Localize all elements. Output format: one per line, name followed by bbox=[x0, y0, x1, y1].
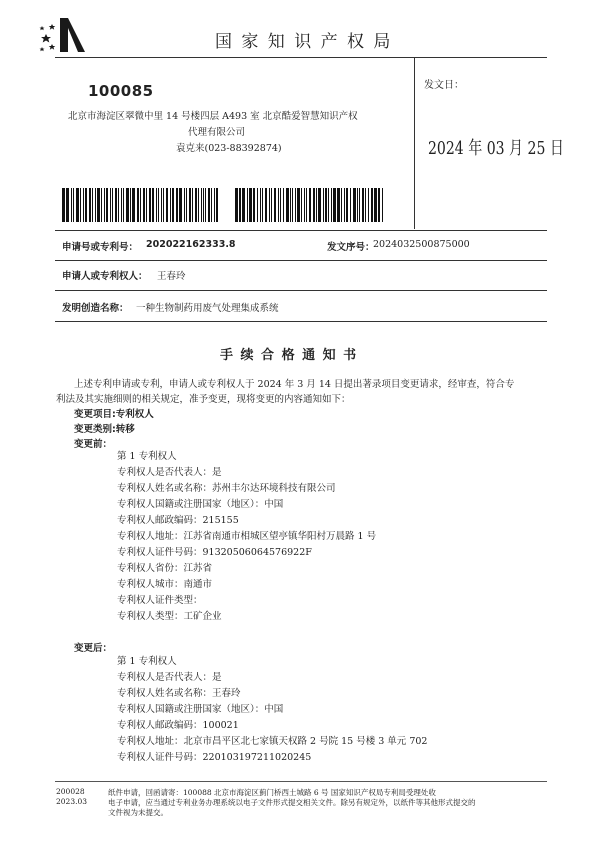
barcode-bar bbox=[309, 188, 312, 222]
barcode-bar bbox=[92, 188, 93, 222]
barcode-bar bbox=[80, 188, 81, 222]
barcode-bar bbox=[172, 188, 174, 222]
postcode: 100085 bbox=[88, 82, 154, 100]
after-line: 专利权人地址：北京市昌平区北七家镇天权路 2 号院 15 号楼 3 单元 702 bbox=[117, 736, 428, 747]
footer-line2: 电子申请，应当通过专利业务办理系统以电子文件形式提交相关文件。除另有规定外，以纸件等其他形式提交的 bbox=[108, 798, 476, 807]
before-line: 专利权人姓名或名称：苏州丰尔达环境科技有限公司 bbox=[117, 483, 336, 494]
barcode-bar bbox=[186, 188, 187, 222]
barcode-bar bbox=[176, 188, 178, 222]
info-rule-2 bbox=[55, 290, 547, 291]
barcode-bar bbox=[306, 188, 307, 222]
barcode-bar bbox=[83, 188, 84, 222]
barcode-bar bbox=[374, 188, 377, 222]
barcode-bar bbox=[295, 188, 296, 222]
serial-label: 发文序号： bbox=[327, 242, 375, 253]
app-no-label: 申请号或专利号： bbox=[62, 242, 139, 253]
barcode-bar bbox=[274, 188, 277, 222]
barcode-bar bbox=[189, 188, 191, 222]
barcode-bar bbox=[143, 188, 145, 222]
barcode-bar bbox=[121, 188, 122, 222]
after-line: 专利权人邮政编码：100021 bbox=[117, 720, 239, 731]
barcode-bar bbox=[262, 188, 263, 222]
recipient-address-line2: 代理有限公司 bbox=[188, 127, 246, 138]
barcode-bar bbox=[112, 188, 113, 222]
barcode-bar bbox=[249, 188, 252, 222]
recipient-address-line1: 北京市海淀区翠微中里 14 号楼四层 A493 室 北京酷爱智慧知识产权 bbox=[68, 111, 358, 122]
header-rule bbox=[55, 57, 547, 58]
barcode-bar bbox=[163, 188, 164, 222]
before-line: 专利权人证件号码：91320506064576922F bbox=[117, 547, 312, 558]
barcode-bar bbox=[166, 188, 169, 222]
barcode-bar bbox=[341, 188, 342, 222]
before-line: 第 1 专利权人 bbox=[117, 451, 177, 462]
barcode-bar bbox=[198, 188, 199, 222]
issue-date-value: 2024 年 03 月 25 日 bbox=[428, 138, 564, 159]
barcode-bar bbox=[214, 188, 215, 222]
barcode-bar bbox=[242, 188, 245, 222]
barcode-bar bbox=[371, 188, 373, 222]
invention-title-label: 发明创造名称： bbox=[62, 303, 129, 314]
barcode-bar bbox=[152, 188, 154, 222]
barcode-bar bbox=[126, 188, 129, 222]
barcode-bar bbox=[95, 188, 96, 222]
invention-title-value: 一种生物制药用废气处理集成系统 bbox=[136, 303, 279, 314]
barcode-bar bbox=[271, 188, 272, 222]
barcode-bar bbox=[205, 188, 206, 222]
barcode-bar bbox=[350, 188, 352, 222]
info-rule-1 bbox=[55, 260, 547, 261]
after-line: 专利权人国籍或注册国家（地区）：中国 bbox=[117, 704, 284, 715]
before-line: 专利权人证件类型： bbox=[117, 595, 203, 606]
barcode-left bbox=[62, 188, 220, 222]
barcode-bar bbox=[115, 188, 117, 222]
barcode-bar bbox=[359, 188, 360, 222]
barcode-bar bbox=[73, 188, 74, 222]
app-no-value: 202022162333.8 bbox=[146, 239, 236, 250]
date-column-divider bbox=[414, 57, 415, 229]
before-line: 专利权人邮政编码：215155 bbox=[117, 515, 239, 526]
barcode-bar bbox=[132, 188, 135, 222]
barcode-bar bbox=[382, 188, 384, 222]
before-label: 变更前： bbox=[74, 439, 113, 450]
barcode-bar bbox=[297, 188, 300, 222]
barcode-bar bbox=[118, 188, 119, 222]
info-rule-3 bbox=[55, 321, 547, 322]
barcode-bar bbox=[211, 188, 212, 222]
barcode-bar bbox=[71, 188, 72, 222]
applicant-label: 申请人或专利权人： bbox=[62, 271, 148, 282]
barcode-bar bbox=[85, 188, 87, 222]
barcode-bar bbox=[97, 188, 100, 222]
barcode-bar bbox=[192, 188, 193, 222]
before-line: 专利权人地址：江苏省南通市相城区望亭镇华阳村万晨路 1 号 bbox=[117, 531, 377, 542]
notice-paragraph-line1: 上述专利申请或专利，申请人或专利权人于 2024 年 3 月 14 日提出著录项目变更请求，经审查，符合专 bbox=[74, 379, 515, 390]
barcode-bar bbox=[104, 188, 105, 222]
recipient-contact: 袁克来(023-88392874) bbox=[176, 143, 282, 154]
barcode-bar bbox=[130, 188, 131, 222]
barcode-bar bbox=[201, 188, 202, 222]
barcode-bar bbox=[161, 188, 162, 222]
barcode-bar bbox=[362, 188, 364, 222]
barcode-bar bbox=[203, 188, 204, 222]
before-line: 专利权人国籍或注册国家（地区）：中国 bbox=[117, 499, 284, 510]
before-line: 专利权人是否代表人：是 bbox=[117, 467, 222, 478]
barcode-bar bbox=[337, 188, 340, 222]
barcode-bar bbox=[208, 188, 210, 222]
barcode-bar bbox=[318, 188, 321, 222]
barcode-bar bbox=[353, 188, 356, 222]
barcode-bar bbox=[328, 188, 329, 222]
notice-heading: 手 续 合 格 通 知 书 bbox=[220, 348, 358, 363]
barcode-bar bbox=[149, 188, 151, 222]
barcode-bar bbox=[146, 188, 147, 222]
after-line: 专利权人是否代表人：是 bbox=[117, 672, 222, 683]
barcode-bar bbox=[140, 188, 141, 222]
before-line: 专利权人城市：南通市 bbox=[117, 579, 213, 590]
barcode-bar bbox=[110, 188, 111, 222]
barcode-bar bbox=[235, 188, 238, 222]
barcode-bar bbox=[247, 188, 248, 222]
barcode-bar bbox=[158, 188, 159, 222]
cnipa-logo bbox=[38, 14, 88, 56]
change-item: 变更项目:专利权人 bbox=[74, 409, 154, 420]
barcode-bar bbox=[184, 188, 185, 222]
serial-value: 2024032500875000 bbox=[373, 239, 470, 250]
before-line: 专利权人省份：江苏省 bbox=[117, 563, 213, 574]
barcode-bar bbox=[239, 188, 241, 222]
change-category: 变更类别:转移 bbox=[74, 424, 135, 435]
barcode-bar bbox=[378, 188, 380, 222]
barcode-bar bbox=[283, 188, 285, 222]
applicant-value: 王春玲 bbox=[157, 271, 186, 282]
after-label: 变更后： bbox=[74, 643, 113, 654]
barcode-bar bbox=[278, 188, 279, 222]
form-version: 2023.03 bbox=[56, 797, 88, 806]
barcode-bar bbox=[368, 188, 370, 222]
barcode-bar bbox=[323, 188, 324, 222]
notice-paragraph-line2: 利法及其实施细则的相关规定，准予变更，现将变更的内容通知如下： bbox=[56, 394, 351, 405]
barcode-bar bbox=[123, 188, 124, 222]
barcode-bar bbox=[344, 188, 345, 222]
barcode-bar bbox=[316, 188, 317, 222]
barcode-bar bbox=[260, 188, 261, 222]
after-line: 专利权人证件号码：220103197211020245 bbox=[117, 752, 312, 763]
barcode-bar bbox=[76, 188, 79, 222]
barcode-bar bbox=[365, 188, 366, 222]
barcode-bar bbox=[357, 188, 358, 222]
barcode-bar bbox=[333, 188, 336, 222]
barcode-bar bbox=[89, 188, 91, 222]
barcode-bar bbox=[292, 188, 293, 222]
barcode-bar bbox=[195, 188, 197, 222]
barcode-bar bbox=[101, 188, 102, 222]
form-code: 200028 bbox=[56, 787, 85, 796]
barcode-bar bbox=[170, 188, 171, 222]
after-line: 专利权人姓名或名称：王春玲 bbox=[117, 688, 241, 699]
barcode-bar bbox=[346, 188, 348, 222]
barcode-bar bbox=[62, 188, 65, 222]
barcode-bar bbox=[265, 188, 268, 222]
barcode-bar bbox=[313, 188, 315, 222]
barcode-bar bbox=[106, 188, 108, 222]
barcode-bar bbox=[156, 188, 157, 222]
barcode-bar bbox=[257, 188, 259, 222]
barcode-bar bbox=[331, 188, 332, 222]
barcode-bar bbox=[304, 188, 305, 222]
barcode-bar bbox=[286, 188, 289, 222]
barcode-bar bbox=[269, 188, 270, 222]
after-line: 第 1 专利权人 bbox=[117, 656, 177, 667]
barcode-bar bbox=[216, 188, 218, 222]
barcode-bar bbox=[290, 188, 291, 222]
barcode-bar bbox=[137, 188, 139, 222]
barcode-bar bbox=[179, 188, 182, 222]
barcode-right bbox=[235, 188, 385, 222]
info-rule-top bbox=[55, 230, 547, 231]
office-name: 国 家 知 识 产 权 局 bbox=[215, 32, 393, 52]
before-line: 专利权人类型：工矿企业 bbox=[117, 611, 222, 622]
barcode-bar bbox=[280, 188, 281, 222]
barcode-bar bbox=[66, 188, 69, 222]
footer-line3: 文件视为未提交。 bbox=[108, 808, 168, 817]
footer-line1: 纸件申请，回函请寄：100088 北京市海淀区蓟门桥西土城路 6 号 国家知识产权局专利局受理处收 bbox=[108, 788, 436, 797]
footer-rule bbox=[55, 781, 547, 782]
barcode-bar bbox=[301, 188, 302, 222]
barcode-bar bbox=[253, 188, 255, 222]
barcode-bar bbox=[325, 188, 327, 222]
issue-date-label: 发文日： bbox=[424, 80, 464, 91]
